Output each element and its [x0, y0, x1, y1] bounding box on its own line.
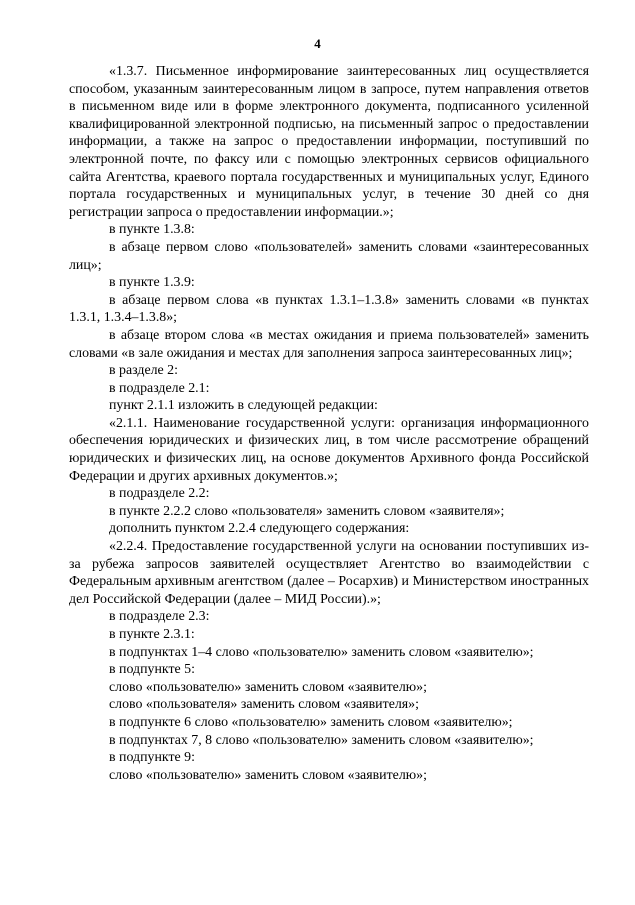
paragraph: в подразделе 2.3:: [109, 609, 210, 625]
paragraph: в пункте 1.3.9:: [109, 275, 195, 291]
paragraph: пункт 2.1.1 изложить в следующей редакции:: [109, 398, 378, 414]
paragraph: «2.1.1. Наименование государственной услуги: организация информационного обеспечения юридических и физических лиц, в том числе рассмотрение обращений юридических и физических лиц, на основе документов Архивного фонда Российской Федерации и других архивных документов.»;: [69, 415, 589, 484]
paragraph: в абзаце втором слова «в местах ожидания и приема пользователей» заменить словами «в зале ожидания и местах для заполнения запроса заинтересованных лиц»;: [69, 327, 589, 361]
paragraph: «1.3.7. Письменное информирование заинтересованных лиц осуществляется способом, указанным заинтересованным лицом в запросе, путем направления ответов в письменном виде или в форме электронного документа, подписанного усиленной квалифицированной электронной подписью, на письменный запрос о предоставлении информации, а также на запрос о предоставлении информации, поступивший по электронной почте, по факсу или с помощью электронных сервисов официального сайта Агентства, краевого портала государственных и муниципальных услуг, Единого портала государственных и муниципальных услуг, в течение 30 дней со дня регистрации запроса о предоставлении информации.»;: [69, 64, 589, 220]
paragraph: в подпунктах 1–4 слово «пользователю» заменить словом «заявителю»;: [109, 644, 534, 660]
page-number: 4: [314, 36, 321, 51]
paragraph: в подпункте 6 слово «пользователю» заменить словом «заявителю»;: [109, 714, 513, 730]
paragraph: в абзаце первом слова «в пунктах 1.3.1–1.3.8» заменить словами «в пунктах 1.3.1, 1.3.4–1.3.8»;: [69, 292, 589, 326]
paragraph: слово «пользователя» заменить словом «заявителя»;: [109, 697, 419, 713]
paragraph: в пункте 1.3.8:: [109, 222, 195, 238]
paragraph: в подпункте 9:: [109, 750, 195, 766]
paragraph: в пункте 2.3.1:: [109, 627, 195, 642]
paragraph: в абзаце первом слово «пользователей» заменить словами «заинтересованных лиц»;: [69, 239, 589, 273]
paragraph: в пункте 2.2.2 слово «пользователя» заменить словом «заявителя»;: [109, 503, 505, 519]
paragraph: слово «пользователю» заменить словом «заявителю»;: [109, 767, 427, 783]
paragraph: в подразделе 2.1:: [109, 380, 210, 396]
paragraph: в разделе 2:: [109, 363, 178, 379]
paragraph: в подпунктах 7, 8 слово «пользователю» заменить словом «заявителю»;: [109, 732, 534, 748]
paragraph: в подпункте 5:: [109, 662, 195, 678]
paragraph: «2.2.4. Предоставление государственной услуги на основании поступивших из-за рубежа запросов заявителей осуществляет Агентство во взаимодействии с Федеральным архивным агентством (далее – Росархив) и Министерством иностранных дел Российской Федерации (далее – МИД России).»;: [69, 539, 589, 607]
paragraph: слово «пользователю» заменить словом «заявителю»;: [109, 679, 427, 695]
paragraph: в подразделе 2.2:: [109, 486, 210, 502]
document-body: [69, 63, 589, 784]
paragraph: дополнить пунктом 2.2.4 следующего содержания:: [109, 521, 410, 537]
